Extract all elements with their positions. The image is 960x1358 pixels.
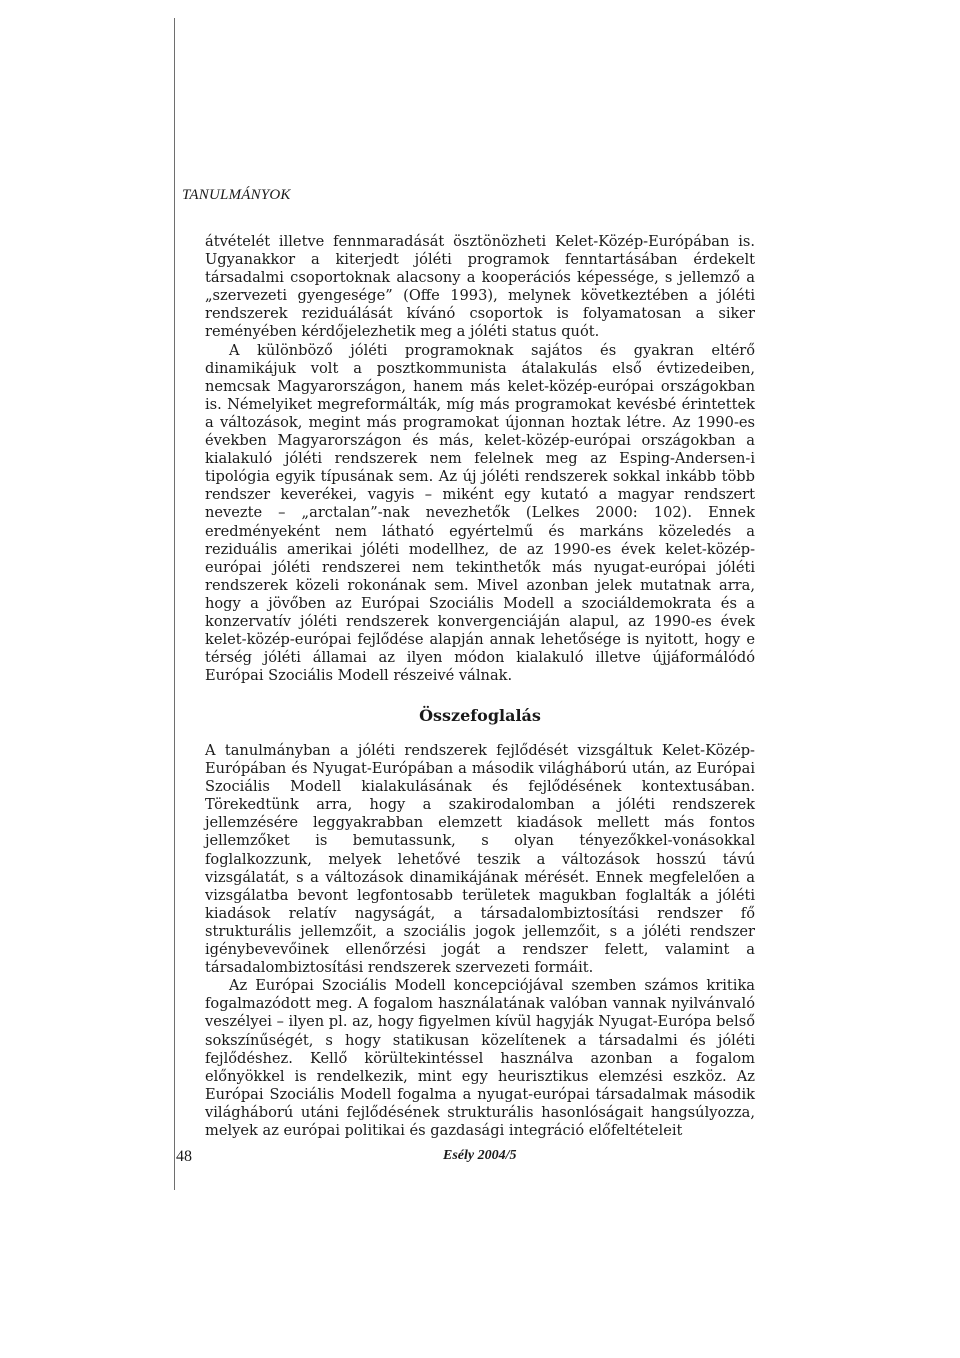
running-header-section: TANULMÁNYOK <box>182 187 291 203</box>
section-heading: Összefoglalás <box>419 706 541 725</box>
journal-footer: Esély 2004/5 <box>443 1148 517 1163</box>
margin-rule <box>174 18 175 1190</box>
body-text-bottom <box>205 742 755 1140</box>
paragraph: A különböző jóléti programoknak sajátos és gyakran eltérő dinamikájuk volt a posztkommunista átalakulás első évtizedeiben, nemcsak Magyarországon, hanem más kelet-közép-európai országokban is. Némelyiket megreformálták, míg más programokat kevésbé érintettek a változások, megint más programokat újonnan hoztak létre. Az 1990-es években Magyarországon és más, kelet-közép-európai országokban a kialakuló jóléti rendszerek nem felelnek meg az Esping-Andersen-i tipológia egyik típusának sem. Az új jóléti rendszerek sokkal inkább több rendszer keverékei, vagyis – miként egy kutató a magyar rendszert nevezte – „arctalan”-nak nevezhetők (Lelkes 2000: 102). Ennek eredményeként nem látható egyértelmű és markáns közeledés a reziduális amerikai jóléti modellhez, de az 1990-es évek kelet-közép-európai jóléti rendszerei nem tekinthetők más nyugat-európai jóléti rendszerek közeli rokonának sem. Mivel azonban jelek mutatnak arra, hogy a jövőben az Európai Szociális Modell a szociáldemokrata és a konzervatív jóléti rendszerek konvergenciáján alapul, az 1990-es évek kelet-közép-európai fejlődése alapján annak lehetősége is nyitott, hogy e térség jóléti államai az ilyen módon kialakuló illetve újjáformálódó Európai Szociális Modell részeivé válnak. <box>205 341 755 685</box>
body-text-top <box>205 233 755 685</box>
paragraph: A tanulmányban a jóléti rendszerek fejlődését vizsgáltuk Kelet-Közép-Európában és Nyugat-Európában a második világháború után, az Európai Szociális Modell kialakulásának és fejlődésének kontextusában. Törekedtünk arra, hogy a szakirodalomban a jóléti rendszerek jellemzésére leggyakrabban elemzett kiadások mellett más fontos jellemzőket is bemutassunk, s olyan tényezőkkel-vonásokkal foglalkozzunk, melyek lehetővé teszik a változások hosszú távú vizsgálatát, s a változások dinamikájának mérését. Ennek megfelelően a vizsgálatba bevont legfontosabb területek magukban foglalták a jóléti kiadások relatív nagyságát, a társadalombiztosítási rendszer fő strukturális jellemzőit, a szociális jogok jellemzőit, s a jóléti rendszer igénybevevőinek ellenőrzési jogát a rendszer felett, valamint a társadalombiztosítási rendszerek szervezeti formáit. <box>205 742 755 977</box>
paragraph: átvételét illetve fennmaradását ösztönözheti Kelet-Közép-Európában is. Ugyanakkor a kiterjedt jóléti programok fenntartásában érdekelt társadalmi csoportoknak alacsony a kooperációs képessége, s jellemző a „szervezeti gyengesége” (Offe 1993), melynek következtében a jóléti rendszerek reziduálását kívánó csoportok is folyamatosan a siker reményében kérdőjelezhetik meg a jóléti status quót. <box>205 233 755 341</box>
page-number: 48 <box>176 1148 192 1165</box>
paragraph: Az Európai Szociális Modell koncepciójával szemben számos kritika fogalmazódott meg. A fogalom használatának valóban vannak nyilvánvaló veszélyei – ilyen pl. az, hogy figyelmen kívül hagyják Nyugat-Európa belső sokszínűségét, s hogy statikusan közelítenek a társadalmi és jóléti fejlődéshez. Kellő körültekintéssel használva azonban a fogalom előnyökkel is rendelkezik, mint egy heurisztikus elemzési eszköz. Az Európai Szociális Modell fogalma a nyugat-európai társadalmak második világháború utáni fejlődésének strukturális hasonlóságait hangsúlyozza, melyek az európai politikai és gazdasági integráció előfeltételeit <box>205 977 755 1139</box>
